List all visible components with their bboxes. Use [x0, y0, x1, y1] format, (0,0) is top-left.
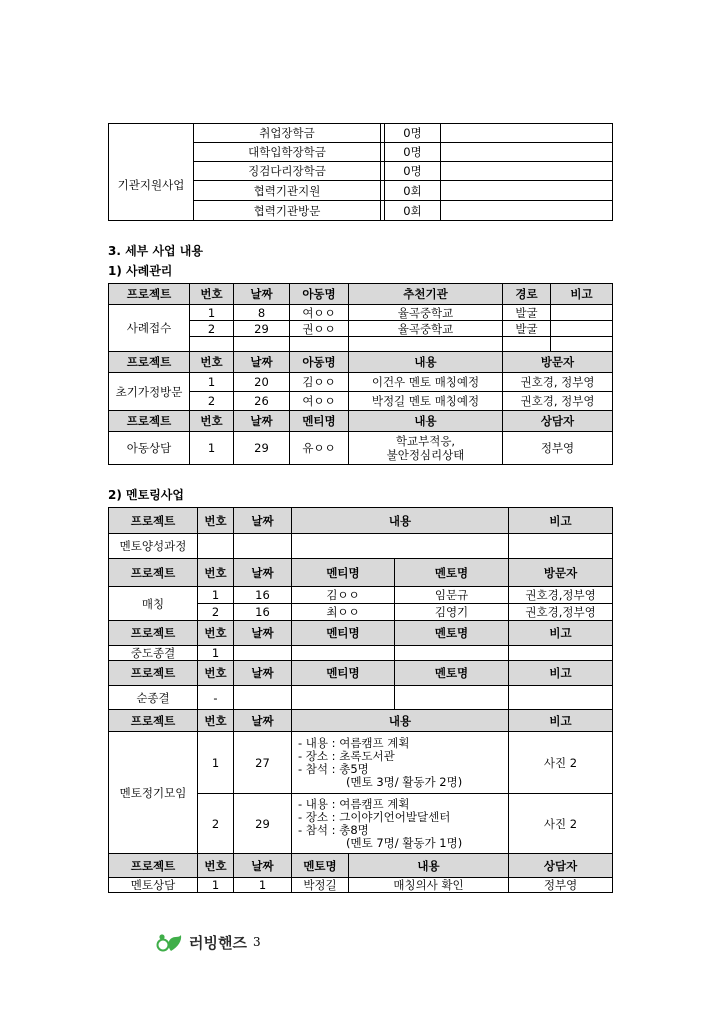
cell-agency: 율곡중학교 — [349, 321, 503, 337]
table-row — [109, 373, 613, 392]
cell-date: 29 — [234, 432, 290, 465]
header-cell: 프로젝트 — [109, 411, 190, 432]
header-cell: 프로젝트 — [109, 284, 190, 305]
footer-logo — [156, 931, 261, 953]
cell-visitor: 권호경,정부영 — [509, 604, 613, 621]
content-line: - 참석 : 총5명 — [298, 761, 369, 776]
cell-visitor: 권호경, 정부영 — [503, 392, 613, 411]
section-3-title: 3. 세부 사업 내용 — [108, 244, 203, 258]
support-value: 0회 — [385, 201, 441, 221]
header-cell: 프로젝트 — [109, 508, 198, 534]
cell-note — [551, 321, 613, 337]
header-cell: 멘티명 — [290, 411, 349, 432]
header-cell: 날짜 — [234, 559, 292, 587]
header-cell: 번호 — [190, 352, 234, 373]
cell-no: - — [198, 686, 234, 710]
table-row — [109, 534, 613, 559]
cell-no: 1 — [198, 587, 234, 604]
header-cell: 번호 — [198, 621, 234, 646]
header-cell: 멘티명 — [292, 559, 395, 587]
cell-route: 발굴 — [503, 321, 551, 337]
table-header-row — [109, 621, 613, 646]
cell-no: 1 — [190, 373, 234, 392]
page-number: 3 — [252, 935, 261, 949]
table-header-row — [109, 661, 613, 686]
cell-mentee: 김ㅇㅇ — [292, 587, 395, 604]
project-label: 멘토양성과정 — [109, 534, 198, 559]
cell-child: 유ㅇㅇ — [290, 432, 349, 465]
cell-date: 8 — [234, 305, 290, 321]
header-cell: 번호 — [198, 710, 234, 732]
cell-content — [349, 432, 503, 465]
support-item: 협력기관지원 — [194, 181, 381, 201]
header-cell: 내용 — [349, 352, 503, 373]
cell-content — [292, 732, 509, 794]
content-line: - 내용 : 여름캠프 계획 — [298, 735, 410, 750]
header-cell: 번호 — [198, 854, 234, 878]
header-cell: 날짜 — [234, 284, 290, 305]
header-cell: 상담자 — [503, 411, 613, 432]
table-row — [109, 686, 613, 710]
content-line: 불안정심리상태 — [386, 448, 465, 462]
table-header-row — [109, 710, 613, 732]
header-cell: 프로젝트 — [109, 352, 190, 373]
header-cell: 멘티명 — [292, 621, 395, 646]
header-cell: 번호 — [198, 508, 234, 534]
header-cell: 비고 — [509, 508, 613, 534]
header-cell: 비고 — [509, 661, 613, 686]
table-row — [109, 587, 613, 604]
content-line: (멘토 7명/ 활동가 1명) — [346, 835, 463, 850]
cell-no: 1 — [190, 432, 234, 465]
table-row — [109, 432, 613, 465]
cell-no: 1 — [198, 646, 234, 661]
cell-note: 사진 2 — [509, 732, 613, 794]
cell-note — [551, 305, 613, 321]
header-cell: 날짜 — [234, 854, 292, 878]
header-cell: 내용 — [292, 508, 509, 534]
support-category: 기관지원사업 — [109, 124, 194, 221]
header-cell: 날짜 — [234, 621, 292, 646]
cell-mentor: 김영기 — [395, 604, 509, 621]
cell-no: 1 — [198, 732, 234, 794]
header-cell: 아동명 — [290, 284, 349, 305]
cell-mentor: 임문규 — [395, 587, 509, 604]
header-cell: 내용 — [349, 854, 509, 878]
case-management-table — [108, 283, 613, 465]
project-label: 멘토상담 — [109, 878, 198, 893]
support-item: 징검다리장학금 — [194, 162, 381, 181]
support-value: 0명 — [385, 143, 441, 162]
content-line: (멘토 3명/ 활동가 2명) — [346, 774, 463, 789]
header-cell: 비고 — [551, 284, 613, 305]
logo-text: 러빙핸즈 — [189, 933, 247, 952]
header-cell: 멘토명 — [395, 661, 509, 686]
cell-child: 권ㅇㅇ — [290, 321, 349, 337]
support-item: 대학입학장학금 — [194, 143, 381, 162]
cell-visitor: 권호경, 정부영 — [503, 373, 613, 392]
cell-no: 2 — [198, 604, 234, 621]
header-cell: 방문자 — [509, 559, 613, 587]
header-cell: 번호 — [198, 661, 234, 686]
header-cell: 비고 — [509, 621, 613, 646]
project-label: 멘토정기모임 — [109, 732, 198, 854]
header-cell: 날짜 — [234, 710, 292, 732]
support-table — [108, 123, 613, 221]
cell-date: 26 — [234, 392, 290, 411]
support-value: 0명 — [385, 162, 441, 181]
header-cell: 프로젝트 — [109, 854, 198, 878]
header-cell: 방문자 — [503, 352, 613, 373]
project-label: 순종결 — [109, 686, 198, 710]
support-value: 0회 — [385, 181, 441, 201]
project-label: 초기가정방문 — [109, 373, 190, 411]
cell-child: 김ㅇㅇ — [290, 373, 349, 392]
header-cell: 프로젝트 — [109, 621, 198, 646]
cell-date: 29 — [234, 321, 290, 337]
table-header-row — [109, 508, 613, 534]
cell-date: 16 — [234, 587, 292, 604]
table-header-row — [109, 854, 613, 878]
content-line: - 장소 : 초록도서관 — [298, 748, 395, 763]
header-cell: 비고 — [509, 710, 613, 732]
header-cell: 멘토명 — [292, 854, 349, 878]
header-cell: 날짜 — [234, 411, 290, 432]
cell-date: 1 — [234, 878, 292, 893]
header-cell: 경로 — [503, 284, 551, 305]
table-header-row — [109, 411, 613, 432]
table-header-row — [109, 352, 613, 373]
cell-content: 박정길 멘토 매칭예정 — [349, 392, 503, 411]
header-cell: 번호 — [190, 284, 234, 305]
cell-content: 매칭의사 확인 — [349, 878, 509, 893]
table-row — [109, 305, 613, 321]
header-cell: 아동명 — [290, 352, 349, 373]
project-label: 아동상담 — [109, 432, 190, 465]
mentoring-table — [108, 507, 613, 893]
cell-child: 여ㅇㅇ — [290, 305, 349, 321]
cell-content — [292, 794, 509, 854]
cell-visitor: 권호경,정부영 — [509, 587, 613, 604]
header-cell: 날짜 — [234, 661, 292, 686]
header-cell: 멘토명 — [395, 559, 509, 587]
support-value: 0명 — [385, 124, 441, 143]
header-cell: 추천기관 — [349, 284, 503, 305]
cell-date: 29 — [234, 794, 292, 854]
header-cell: 프로젝트 — [109, 710, 198, 732]
mentoring-title: 2) 멘토링사업 — [108, 488, 184, 502]
cell-mentee: 최ㅇㅇ — [292, 604, 395, 621]
table-header-row — [109, 559, 613, 587]
cell-counselor: 정부영 — [503, 432, 613, 465]
case-management-title: 1) 사례관리 — [108, 264, 173, 278]
header-cell: 상담자 — [509, 854, 613, 878]
cell-route: 발굴 — [503, 305, 551, 321]
header-cell: 프로젝트 — [109, 661, 198, 686]
cell-date: 16 — [234, 604, 292, 621]
content-line: - 참석 : 총8명 — [298, 822, 369, 837]
cell-no: 2 — [190, 321, 234, 337]
header-cell: 날짜 — [234, 508, 292, 534]
cell-no: 2 — [198, 794, 234, 854]
cell-no: 1 — [198, 878, 234, 893]
content-line: 학교부적응, — [395, 434, 456, 448]
table-row — [109, 732, 613, 794]
cell-date: 20 — [234, 373, 290, 392]
cell-mentor: 박정길 — [292, 878, 349, 893]
project-label: 매칭 — [109, 587, 198, 621]
project-label: 사례접수 — [109, 305, 190, 352]
table-row — [109, 646, 613, 661]
loving-hands-logo-icon — [156, 931, 186, 953]
header-cell: 날짜 — [234, 352, 290, 373]
header-cell: 프로젝트 — [109, 559, 198, 587]
header-cell: 내용 — [292, 710, 509, 732]
cell-note: 사진 2 — [509, 794, 613, 854]
content-line: - 장소 : 그이야기언어발달센터 — [298, 809, 451, 824]
header-cell: 내용 — [349, 411, 503, 432]
cell-no: 1 — [190, 305, 234, 321]
support-item: 취업장학금 — [194, 124, 381, 143]
table-row — [109, 878, 613, 893]
cell-no: 2 — [190, 392, 234, 411]
content-line: - 내용 : 여름캠프 계획 — [298, 796, 410, 811]
table-header-row — [109, 284, 613, 305]
cell-counselor: 정부영 — [509, 878, 613, 893]
header-cell: 멘티명 — [292, 661, 395, 686]
cell-content: 이건우 멘토 매칭예정 — [349, 373, 503, 392]
header-cell: 번호 — [190, 411, 234, 432]
support-item: 협력기관방문 — [194, 201, 381, 221]
project-label: 중도종결 — [109, 646, 198, 661]
header-cell: 번호 — [198, 559, 234, 587]
header-cell: 멘토명 — [395, 621, 509, 646]
cell-child: 여ㅇㅇ — [290, 392, 349, 411]
cell-agency: 율곡중학교 — [349, 305, 503, 321]
cell-date: 27 — [234, 732, 292, 794]
